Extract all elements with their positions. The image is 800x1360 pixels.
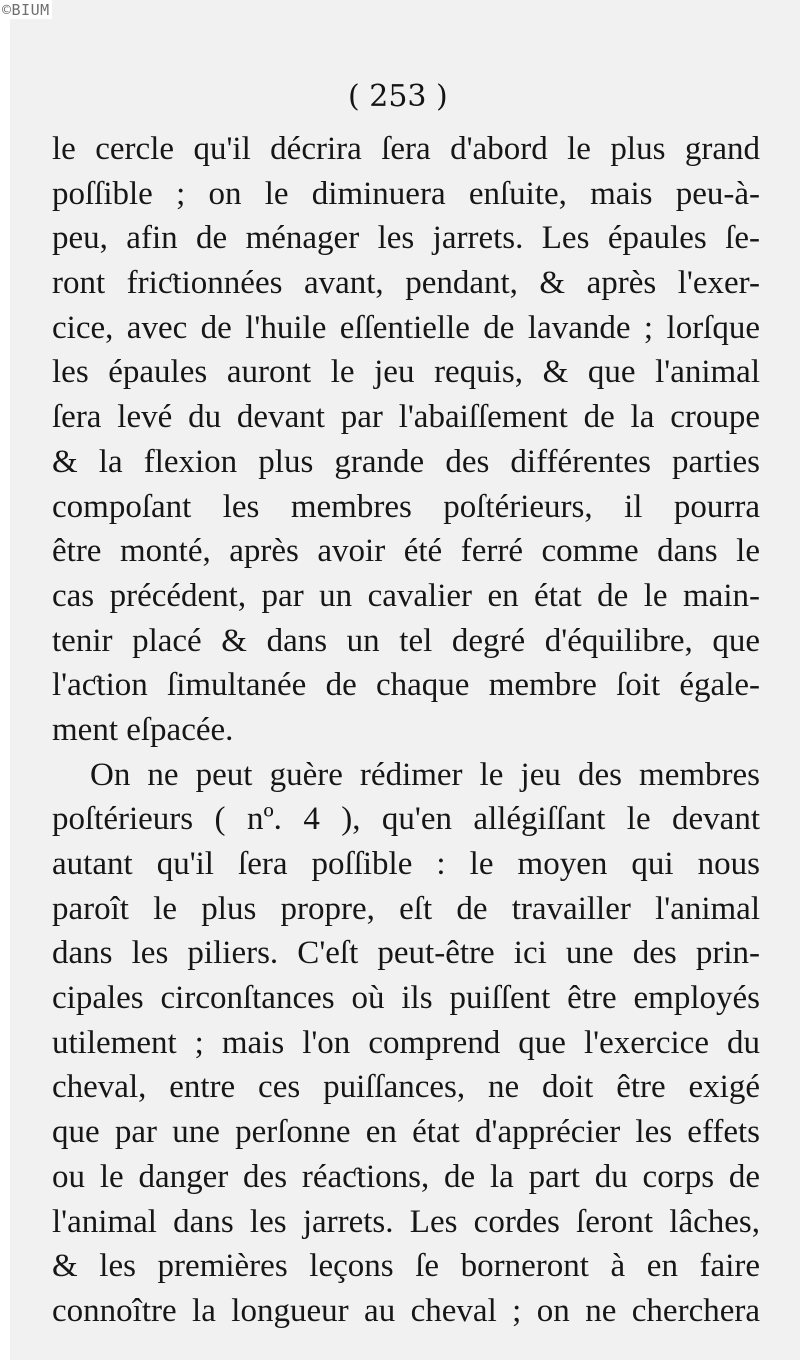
body-text xyxy=(52,127,760,1334)
text-line: ſera levé du devant par l'abaiſſement de la croupe xyxy=(52,399,760,436)
text-line: l'animal dans les jarrets. Les cordes ſeront lâches, xyxy=(52,1203,760,1240)
text-line: connoître la longueur au cheval ; on ne cherchera xyxy=(52,1292,760,1329)
text-line: & la flexion plus grande des différentes parties xyxy=(52,443,760,480)
text-line: ront friƈtionnées avant, pendant, & après l'exer- xyxy=(52,265,760,302)
text-line: les épaules auront le jeu requis, & que l'animal xyxy=(52,354,760,391)
text-line: peu, afin de ménager les jarrets. Les épaules ſe- xyxy=(52,220,760,257)
paragraph-first-line: On ne peut guère rédimer le jeu des membres xyxy=(90,756,760,793)
text-line: & les premières leçons ſe borneront à en faire xyxy=(52,1248,760,1285)
text-line: ment eſpacée. xyxy=(52,711,234,748)
text-line: être monté, après avoir été ferré comme dans le xyxy=(52,533,760,570)
text-line: ou le danger des réaƈtions, de la part du corps de xyxy=(52,1158,760,1195)
text-line: poſtérieurs ( nº. 4 ), qu'en allégiſſant le devant xyxy=(52,801,760,838)
text-line: autant qu'il ſera poſſible : le moyen qui nous xyxy=(52,846,760,882)
text-line: paroît le plus propre, eſt de travailler l'animal xyxy=(52,890,760,927)
text-line: le cercle qu'il décrira ſera d'abord le plus grand xyxy=(52,131,760,167)
text-line: l'aƈtion ſimultanée de chaque membre ſoit égale- xyxy=(52,667,760,704)
text-line: tenir placé & dans un tel degré d'équilibre, que xyxy=(52,622,760,659)
watermark: ©BIUM xyxy=(2,1,50,19)
text-line: cas précédent, par un cavalier en état de le main- xyxy=(52,577,760,614)
text-line: compoſant les membres poſtérieurs, il pourra xyxy=(52,488,760,525)
text-line: dans les piliers. C'eſt peut-être ici une des prin- xyxy=(52,935,760,972)
text-line: cheval, entre ces puiſſances, ne doit être exigé xyxy=(52,1069,760,1106)
book-page xyxy=(10,0,800,1360)
text-line: cice, avec de l'huile eſſentielle de lavande ; lorſque xyxy=(52,309,760,346)
text-line: utilement ; mais l'on comprend que l'exercice du xyxy=(52,1024,760,1061)
page-number: ( 253 ) xyxy=(348,79,448,114)
text-line: poſſible ; on le diminuera enſuite, mais peu-à- xyxy=(52,175,760,212)
text-line: que par une perſonne en état d'apprécier les effets xyxy=(52,1114,760,1151)
text-line: cipales circonſtances où ils puiſſent être employés xyxy=(52,980,760,1017)
